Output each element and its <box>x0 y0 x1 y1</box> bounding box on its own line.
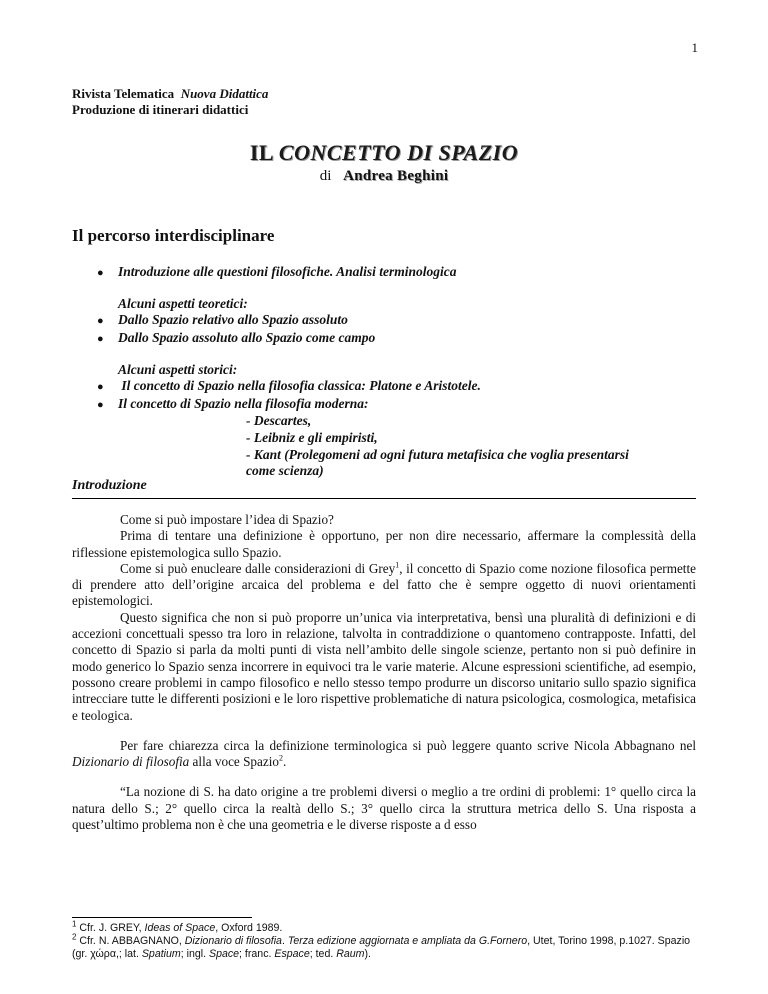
outline-item: Il concetto di Spazio nella filosofia classica: Platone e Aristotele. <box>118 378 481 393</box>
footnote-text: , Oxford 1989. <box>215 922 283 934</box>
outline-group-label: Alcuni aspetti storici: <box>118 362 238 377</box>
paragraph: “La nozione di S. ha dato origine a tre problemi diversi o meglio a tre ordini di problemi: 1° quello circa la natura dello S.; 2° quello circa la realtà dello S.; 3° quello circa la struttura metrica dello S. Una risposta a quest’ultimo problema non è che una geometria e le diverse risposte a d esso <box>72 784 696 833</box>
footnote-ref: 1 <box>395 560 400 570</box>
footnote-text: ). <box>364 948 371 960</box>
paragraph: Prima di tentare una definizione è opportuno, per non dire necessario, affermare la complessità della riflessione epistemologica sullo Spazio. <box>72 528 696 560</box>
outline-subitem: - Descartes, <box>246 413 312 428</box>
heading-rule <box>72 498 696 499</box>
journal-series: Nuova Didattica <box>180 86 269 101</box>
paragraph-text: . <box>282 754 287 770</box>
paragraph-text: , il concetto di Spazio come nozione filosofica permette di prendere atto dell’origine arcaica del problema e del fatto che è sempre oggetto di nuovi orientamenti epistemologici. <box>72 560 696 609</box>
journal-subtitle: Produzione di itinerari didattici <box>72 102 249 117</box>
author-line <box>0 168 768 185</box>
author-di: di <box>319 168 332 184</box>
intro-heading: Introduzione <box>72 478 147 493</box>
outline-subitem: come scienza) <box>246 463 324 478</box>
footnote-text: ; franc. <box>239 948 275 960</box>
outline-item: Dallo Spazio relativo allo Spazio assoluto <box>118 312 348 327</box>
outline-item: Introduzione alle questioni filosofiche. Analisi terminologica <box>118 264 457 279</box>
footnote-number: 2 <box>72 932 77 942</box>
bullet-icon: ● <box>97 399 104 411</box>
outline-group-label: Alcuni aspetti teoretici: <box>118 296 248 311</box>
paragraph: Come si può impostare l’idea di Spazio? <box>120 512 334 527</box>
outline-item: Dallo Spazio assoluto allo Spazio come campo <box>118 330 376 345</box>
paragraph-text: Come si può enucleare dalle considerazioni di Grey <box>120 560 396 576</box>
title-prefix: IL <box>249 140 273 165</box>
footnote-text: ; ingl. <box>180 948 209 960</box>
paragraph <box>72 561 696 610</box>
body-text <box>72 512 696 833</box>
paragraph-text: alla voce Spazio <box>189 754 279 770</box>
journal-name: Rivista Telematica <box>72 86 175 101</box>
bullet-icon: ● <box>97 315 104 327</box>
footnote-text: Cfr. J. GREY, <box>76 922 145 934</box>
footnote-text: ; ted. <box>309 948 337 960</box>
outline-subitem: - Kant (Prolegomeni ad ogni futura metafisica che voglia presentarsi <box>246 447 629 462</box>
bullet-icon: ● <box>97 267 104 279</box>
footnote-text: , Utet, Torino 1998, p.1027. Spazio (gr. χώρα,; lat. <box>72 935 691 960</box>
journal-header <box>72 86 268 118</box>
footnote-ref: 2 <box>278 753 283 763</box>
footnote-text: Cfr. N. ABBAGNANO, <box>76 935 185 947</box>
paragraph-text: Per fare chiarezza circa la definizione terminologica si può leggere quanto scrive Nicola Abbagnano nel <box>120 737 696 753</box>
footnote-book-title: Ideas of Space <box>144 922 216 934</box>
footnote-term: Space <box>209 948 240 960</box>
footnote <box>72 932 700 961</box>
title-main: CONCETTO DI SPAZIO <box>278 140 519 165</box>
page-number: 1 <box>691 40 698 55</box>
author-name: Andrea Beghini <box>343 168 449 184</box>
footnote <box>72 919 700 935</box>
footnote-edition: Terza edizione aggiornata e ampliata da G.Fornero <box>287 935 528 947</box>
footnote-rule <box>72 917 252 918</box>
footnote-term: Espace <box>274 948 310 960</box>
footnote-number: 1 <box>72 919 77 929</box>
section-heading: Il percorso interdisciplinare <box>72 226 275 245</box>
footnote-book-title: Dizionario di filosofia <box>184 935 282 947</box>
paragraph <box>72 738 696 771</box>
bullet-icon: ● <box>97 381 104 393</box>
bullet-icon: ● <box>97 333 104 345</box>
document-title <box>0 140 768 166</box>
footnote-term: Raum <box>336 948 365 960</box>
book-title: Dizionario di filosofia <box>72 754 190 770</box>
paragraph: Questo significa che non si può proporre un’unica via interpretativa, bensì una pluralità di definizioni e di accezioni concettuali spesso tra loro in relazione, talvolta in contraddizione o quantomeno contrapposte. Infatti, del concetto di Spazio si parla da molti punti di vista nell’ambito delle singole scienze, pertanto non si può definire in modo generico lo Spazio senza incorrere in equivoci tra le varie materie. Alcune espressioni scientifiche, ad esempio, possono creare problemi in campo filosofico e nello stesso tempo produrre un discorso unitario sullo spazio significa intrecciare tutte le differenti posizioni e le loro rispettive problematiche di natura psicologica, cosmologica, metafisica e teologica. <box>72 609 696 723</box>
outline-item: Il concetto di Spazio nella filosofia moderna: <box>118 396 369 411</box>
footnote-term: Spatium <box>141 948 181 960</box>
footnote-text: . <box>281 935 288 947</box>
outline-subitem: - Leibniz e gli empiristi, <box>246 430 378 445</box>
